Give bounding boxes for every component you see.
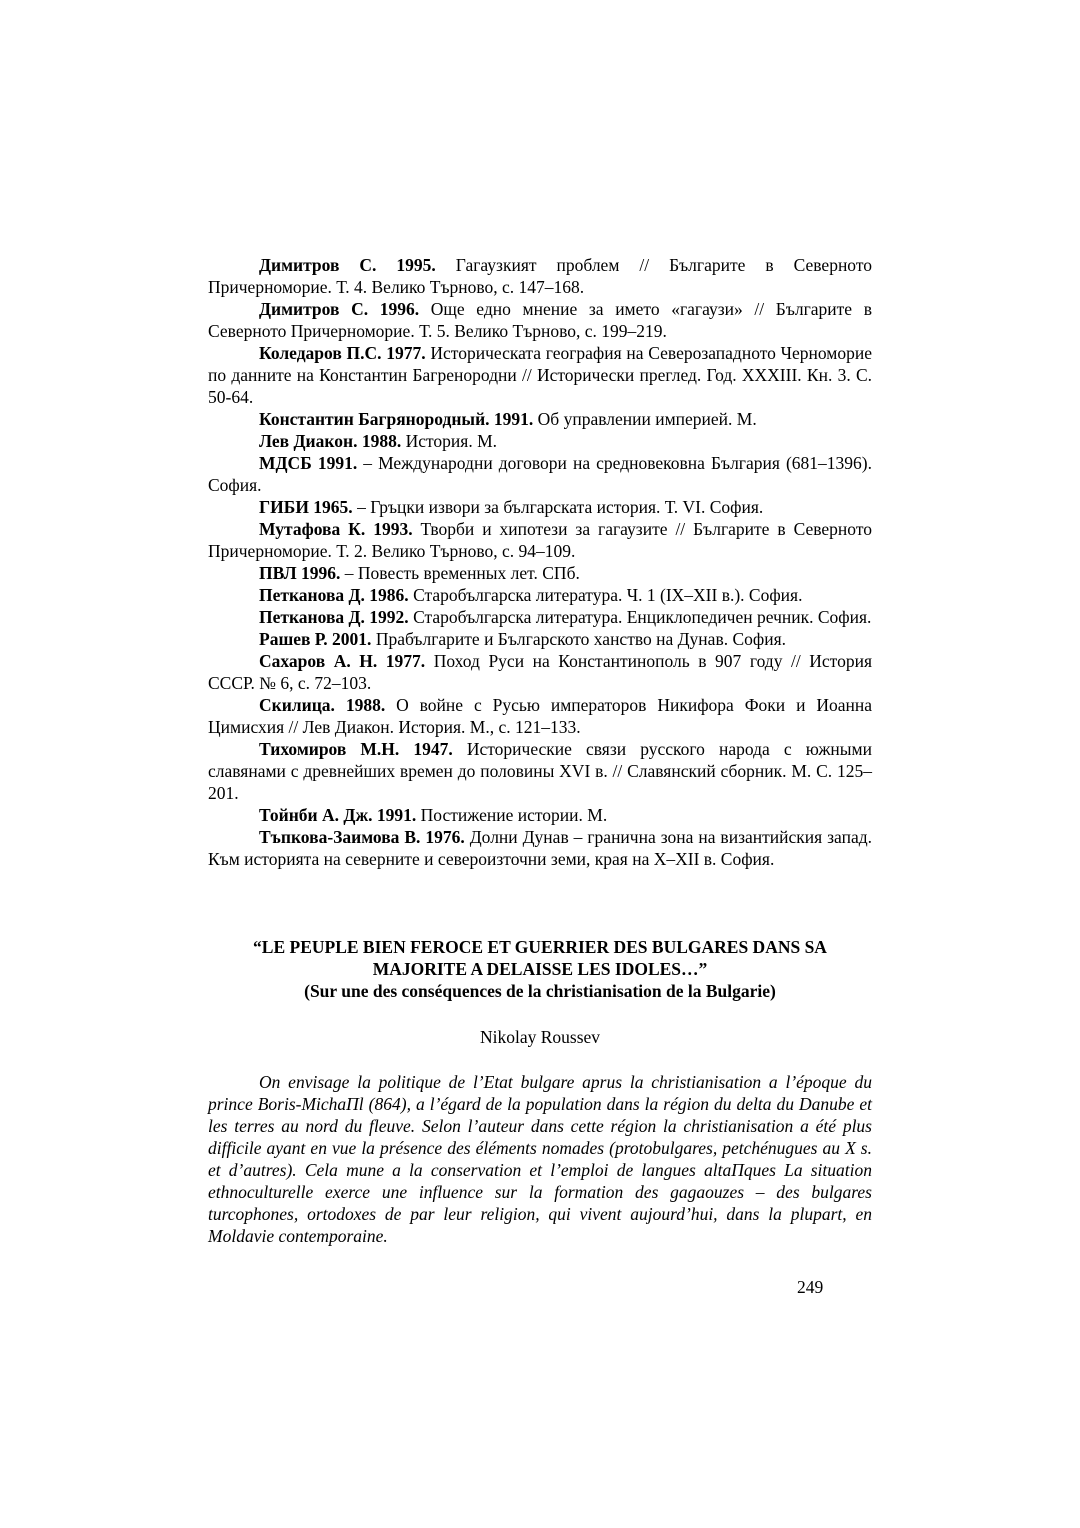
reference-entry	[208, 496, 872, 518]
bibliography	[208, 254, 872, 870]
reference-text: Старобългарска литература. Ч. 1 (IX–XII в.). София.	[408, 585, 803, 605]
reference-text: Об управлении империей. М.	[533, 409, 757, 429]
reference-entry	[208, 518, 872, 562]
reference-text: Историческата география на Северозападното Черноморие по данните на Константин Багренородни // Исторически преглед. Год. XXXIII. Кн. 3. С. 50-64.	[208, 343, 872, 407]
reference-text: О войне с Русью императоров Никифора Фоки и Иоанна Цимисхия // Лев Диакон. История. М., с. 121–133.	[208, 695, 872, 737]
reference-entry	[208, 562, 872, 584]
reference-author: ПВЛ 1996.	[259, 563, 341, 583]
reference-author: Петканова Д. 1986.	[259, 585, 409, 605]
reference-entry	[208, 826, 872, 870]
title-line: “LE PEUPLE BIEN FEROCE ET GUERRIER DES BULGARES DANS SA	[253, 937, 827, 957]
title-line: MAJORITE A DELAISSE LES IDOLES…”	[372, 959, 708, 979]
reference-entry	[208, 804, 872, 826]
reference-text: Творби и хипотези за гагаузите // Българите в Северното Причерноморие. Т. 2. Велико Търново, с. 94–109.	[208, 519, 872, 561]
reference-author: Тойнби А. Дж. 1991.	[259, 805, 417, 825]
article-author: Nikolay Roussev	[479, 1027, 601, 1047]
reference-author: Димитров С. 1995.	[259, 255, 436, 275]
reference-text: – Гръцки извори за българската история. Т. VI. София.	[352, 497, 764, 517]
reference-author: Петканова Д. 1992.	[259, 607, 409, 627]
reference-text: Прабългарите и Българското ханство на Дунав. София.	[371, 629, 787, 649]
reference-entry	[208, 738, 872, 804]
reference-entry	[208, 408, 872, 430]
article-subtitle: (Sur une des conséquences de la christianisation de la Bulgarie)	[304, 981, 776, 1001]
reference-entry	[208, 584, 872, 606]
reference-text: Долни Дунав – гранична зона на византийския запад. Към историята на северните и североизточни земи, края на X–XII в. София.	[208, 827, 872, 869]
reference-author: Димитров С. 1996.	[259, 299, 420, 319]
reference-entry	[208, 254, 872, 298]
reference-author: Сахаров А. Н. 1977.	[259, 651, 426, 671]
reference-text: Постижение истории. М.	[416, 805, 608, 825]
reference-text: История. М.	[401, 431, 498, 451]
reference-entry	[208, 650, 872, 694]
reference-author: Коледаров П.С. 1977.	[259, 343, 426, 363]
reference-author: Константин Багрянородный. 1991.	[259, 409, 534, 429]
page-number: 249	[797, 1277, 824, 1297]
reference-text: – Международни договори на средновековна България (681–1396). София.	[208, 453, 872, 495]
reference-text: Исторические связи русского народа с южными славянами с древнейших времен до половины XVI в. // Славянский сборник. М. С. 125–201.	[208, 739, 872, 803]
reference-entry	[208, 342, 872, 408]
reference-text: Поход Руси на Константинополь в 907 году // История СССР. № 6, с. 72–103.	[208, 651, 873, 693]
article-title	[208, 936, 872, 1002]
article-abstract: On envisage la politique de l’Etat bulgare aprus la christianisation a l’époque du prince Boris-MichaПl (864), a l’égard de la population dans la région du delta du Danube et les terres au nord du fleuve. Selon l’auteur dans cette région la christianisation a été plus difficile ayant en vue la présence des éléments nomades (protobulgares, petchénugues au X s. et d’autres). Cela mune a la conservation et l’emploi de langues altaПques La situation ethnoculturelle exerce une influence sur la formation des gagaouzes – des bulgares turcophones, ortodoxes de par leur religion, qui vivent aujourd’hui, dans la plupart, en Moldavie contemporaine.	[208, 1072, 872, 1246]
reference-entry	[208, 298, 872, 342]
reference-author: Рашев Р. 2001.	[259, 629, 372, 649]
reference-text: – Повесть временных лет. СПб.	[340, 563, 580, 583]
reference-text: Гагаузкият проблем // Българите в Северното Причерноморие. Т. 4. Велико Търново, с. 147–168.	[208, 255, 872, 297]
reference-entry	[208, 430, 872, 452]
reference-text: Още едно мнение за името «гагаузи» // Българите в Северното Причерноморие. Т. 5. Велико Търново, с. 199–219.	[208, 299, 872, 341]
reference-entry	[208, 452, 872, 496]
reference-author: Тъпкова-Заимова В. 1976.	[259, 827, 465, 847]
reference-author: Лев Диакон. 1988.	[259, 431, 402, 451]
reference-entry	[208, 694, 872, 738]
reference-author: Скилица. 1988.	[259, 695, 386, 715]
reference-entry	[208, 606, 872, 628]
reference-author: МДСБ 1991.	[259, 453, 358, 473]
reference-author: Мутафова К. 1993.	[259, 519, 413, 539]
reference-author: Тихомиров М.Н. 1947.	[259, 739, 453, 759]
reference-text: Старобългарска литература. Енциклопедичен речник. София.	[408, 607, 872, 627]
reference-entry	[208, 628, 872, 650]
reference-author: ГИБИ 1965.	[259, 497, 353, 517]
